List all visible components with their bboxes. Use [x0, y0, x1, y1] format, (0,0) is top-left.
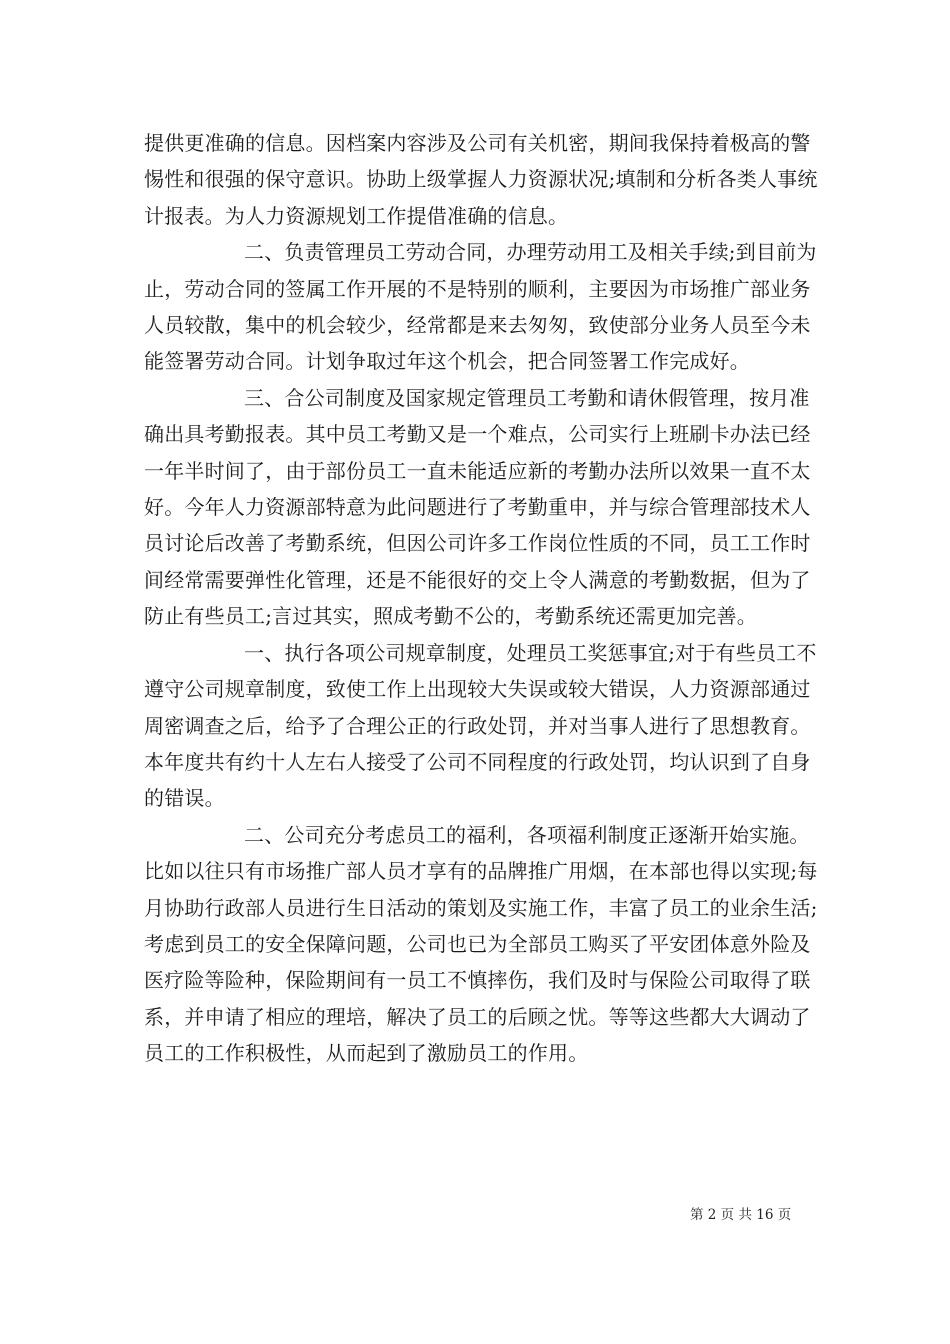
paragraph-welfare: 二、公司充分考虑员工的福利，各项福利制度正逐渐开始实施。比如以往只有市场推广部人员才享有的品牌推广用烟，在本部也得以实现;每月协助行政部人员进行生日活动的策划及实施工作，丰富了员工的业余生活;考虑到员工的安全保障问题，公司也已为全部员工购买了平安团体意外险及医疗险等险种，保险期间有一员工不慎摔伤，我们及时与保险公司取得了联系，并申请了相应的理培，解决了员工的后顾之忧。等等这些都大大调动了员工的工作积极性，从而起到了激励员工的作用。 [144, 822, 818, 1066]
document-body [144, 125, 824, 1072]
page-number-footer: 第 2 页 共 16 页 [690, 1207, 792, 1223]
paragraph-continuation: 提供更准确的信息。因档案内容涉及公司有关机密，期间我保持着极高的警惕性和很强的保守意识。协助上级掌握人力资源状况;填制和分析各类人事统计报表。为人力资源规划工作提借准确的信息。 [144, 131, 818, 228]
paragraph-attendance: 三、合公司制度及国家规定管理员工考勤和请休假管理，按月准确出具考勤报表。其中员工考勤又是一个难点，公司实行上班刷卡办法已经一年半时间了，由于部份员工一直未能适应新的考勤办法所以效果一直不太好。今年人力资源部特意为此问题进行了考勤重申，并与综合管理部技术人员讨论后改善了考勤系统，但因公司许多工作岗位性质的不同，员工工作时间经常需要弹性化管理，还是不能很好的交上令人满意的考勤数据，但为了防止有些员工;言过其实，照成考勤不公的，考勤系统还需更加完善。 [144, 385, 811, 629]
paragraph-labor-contracts: 二、负责管理员工劳动合同，办理劳动用工及相关手续;到目前为止，劳动合同的签属工作开展的不是特别的顺利，主要因为市场推广部业务人员较散，集中的机会较少，经常都是来去匆匆，致使部分业务人员至今未能签署劳动合同。计划争取过年这个机会，把合同签署工作完成好。 [144, 240, 817, 374]
paragraph-rewards-penalties: 一、执行各项公司规章制度，处理员工奖惩事宜;对于有些员工不遵守公司规章制度，致使工作上出现较大失误或较大错误，人力资源部通过周密调查之后，给予了合理公正的行政处罚，并对当事人进行了思想教育。本年度共有约十人左右人接受了公司不同程度的行政处罚，均认识到了自身的错误。 [144, 640, 817, 811]
